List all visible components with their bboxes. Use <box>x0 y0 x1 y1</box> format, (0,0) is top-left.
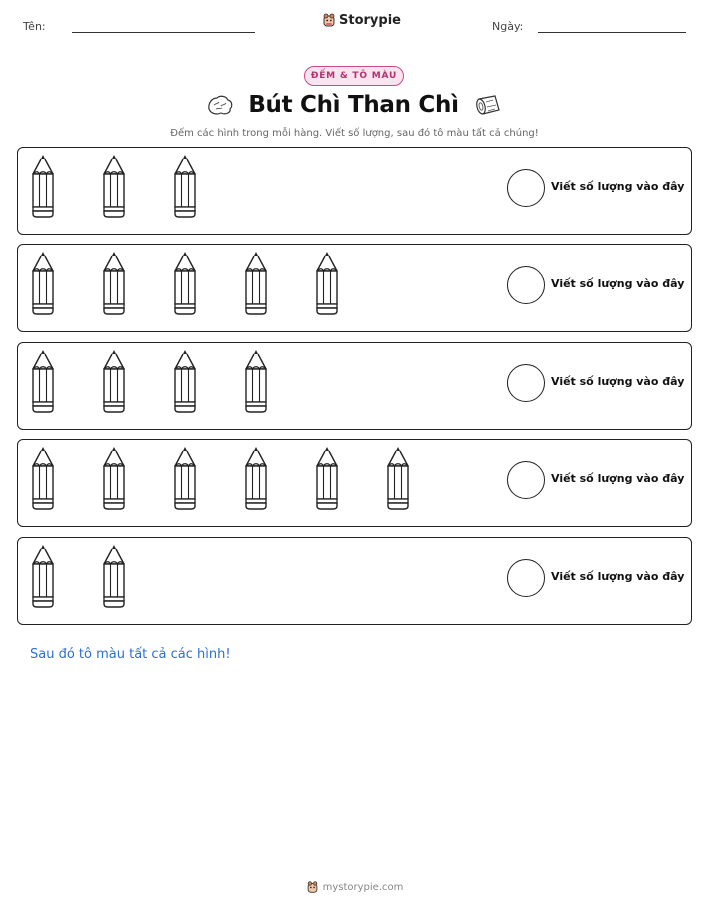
answer-circle[interactable] <box>507 364 545 402</box>
answer-circle[interactable] <box>507 169 545 207</box>
footer-site[interactable]: mystorypie.com <box>322 881 404 893</box>
pencil-group <box>30 154 243 218</box>
pencil-item <box>101 154 172 218</box>
pencil-item <box>101 251 172 315</box>
storypie-logo-icon <box>322 12 336 28</box>
answer-label: Viết số lượng vào đây <box>551 375 685 388</box>
page-title: Bút Chì Than Chì <box>248 92 459 118</box>
name-line[interactable] <box>72 32 255 33</box>
pencil-icon <box>101 154 127 218</box>
pencil-icon <box>30 544 56 608</box>
pencil-icon <box>385 446 411 510</box>
coloring-instruction: Sau đó tô màu tất cả các hình! <box>30 647 231 662</box>
pencil-item <box>101 544 172 608</box>
brand-header <box>322 12 401 28</box>
counting-row <box>17 244 692 332</box>
name-label: Tên: <box>23 20 46 33</box>
pencil-icon <box>30 349 56 413</box>
pencil-item <box>30 154 101 218</box>
wood-log-icon <box>473 93 503 117</box>
pencil-icon <box>314 446 340 510</box>
instructions: Đếm các hình trong mỗi hàng. Viết số lượng, sau đó tô màu tất cả chúng! <box>170 128 539 139</box>
counting-row <box>17 342 692 430</box>
pencil-item <box>314 251 385 315</box>
answer-label: Viết số lượng vào đây <box>551 570 685 583</box>
pencil-group <box>30 251 385 315</box>
pencil-item <box>172 251 243 315</box>
pencil-group <box>30 349 314 413</box>
answer-circle[interactable] <box>507 266 545 304</box>
date-label: Ngày: <box>492 20 524 33</box>
answer-label: Viết số lượng vào đây <box>551 472 685 485</box>
pencil-item <box>30 544 101 608</box>
counting-row <box>17 537 692 625</box>
pencil-icon <box>30 154 56 218</box>
pencil-item <box>30 349 101 413</box>
pencil-group <box>30 446 456 510</box>
pencil-icon <box>101 349 127 413</box>
pencil-item <box>243 446 314 510</box>
pencil-icon <box>101 544 127 608</box>
pencil-icon <box>30 251 56 315</box>
footer-brand <box>0 880 709 894</box>
pencil-item <box>30 446 101 510</box>
pencil-icon <box>172 446 198 510</box>
answer-circle[interactable] <box>507 559 545 597</box>
activity-badge: ĐẾM & TÔ MÀU <box>304 66 404 86</box>
pencil-icon <box>172 349 198 413</box>
answer-circle[interactable] <box>507 461 545 499</box>
answer-label: Viết số lượng vào đây <box>551 277 685 290</box>
pencil-item <box>243 349 314 413</box>
pencil-icon <box>172 251 198 315</box>
pencil-icon <box>101 251 127 315</box>
pencil-item <box>30 251 101 315</box>
pencil-group <box>30 544 172 608</box>
pencil-icon <box>243 349 269 413</box>
answer-label: Viết số lượng vào đây <box>551 180 685 193</box>
pencil-item <box>172 154 243 218</box>
pencil-item <box>172 446 243 510</box>
pencil-icon <box>101 446 127 510</box>
pencil-icon <box>314 251 340 315</box>
pencil-icon <box>30 446 56 510</box>
pencil-icon <box>172 154 198 218</box>
pencil-item <box>101 349 172 413</box>
pencil-item <box>243 251 314 315</box>
counting-row <box>17 439 692 527</box>
date-line[interactable] <box>538 32 686 33</box>
pencil-item <box>101 446 172 510</box>
pencil-icon <box>243 251 269 315</box>
graphite-rock-icon <box>206 93 234 117</box>
brand-name: Storypie <box>339 12 401 28</box>
pencil-icon <box>243 446 269 510</box>
counting-row <box>17 147 692 235</box>
pencil-item <box>314 446 385 510</box>
pencil-item <box>385 446 456 510</box>
title-row <box>0 92 709 118</box>
storypie-logo-icon <box>306 880 319 894</box>
pencil-item <box>172 349 243 413</box>
